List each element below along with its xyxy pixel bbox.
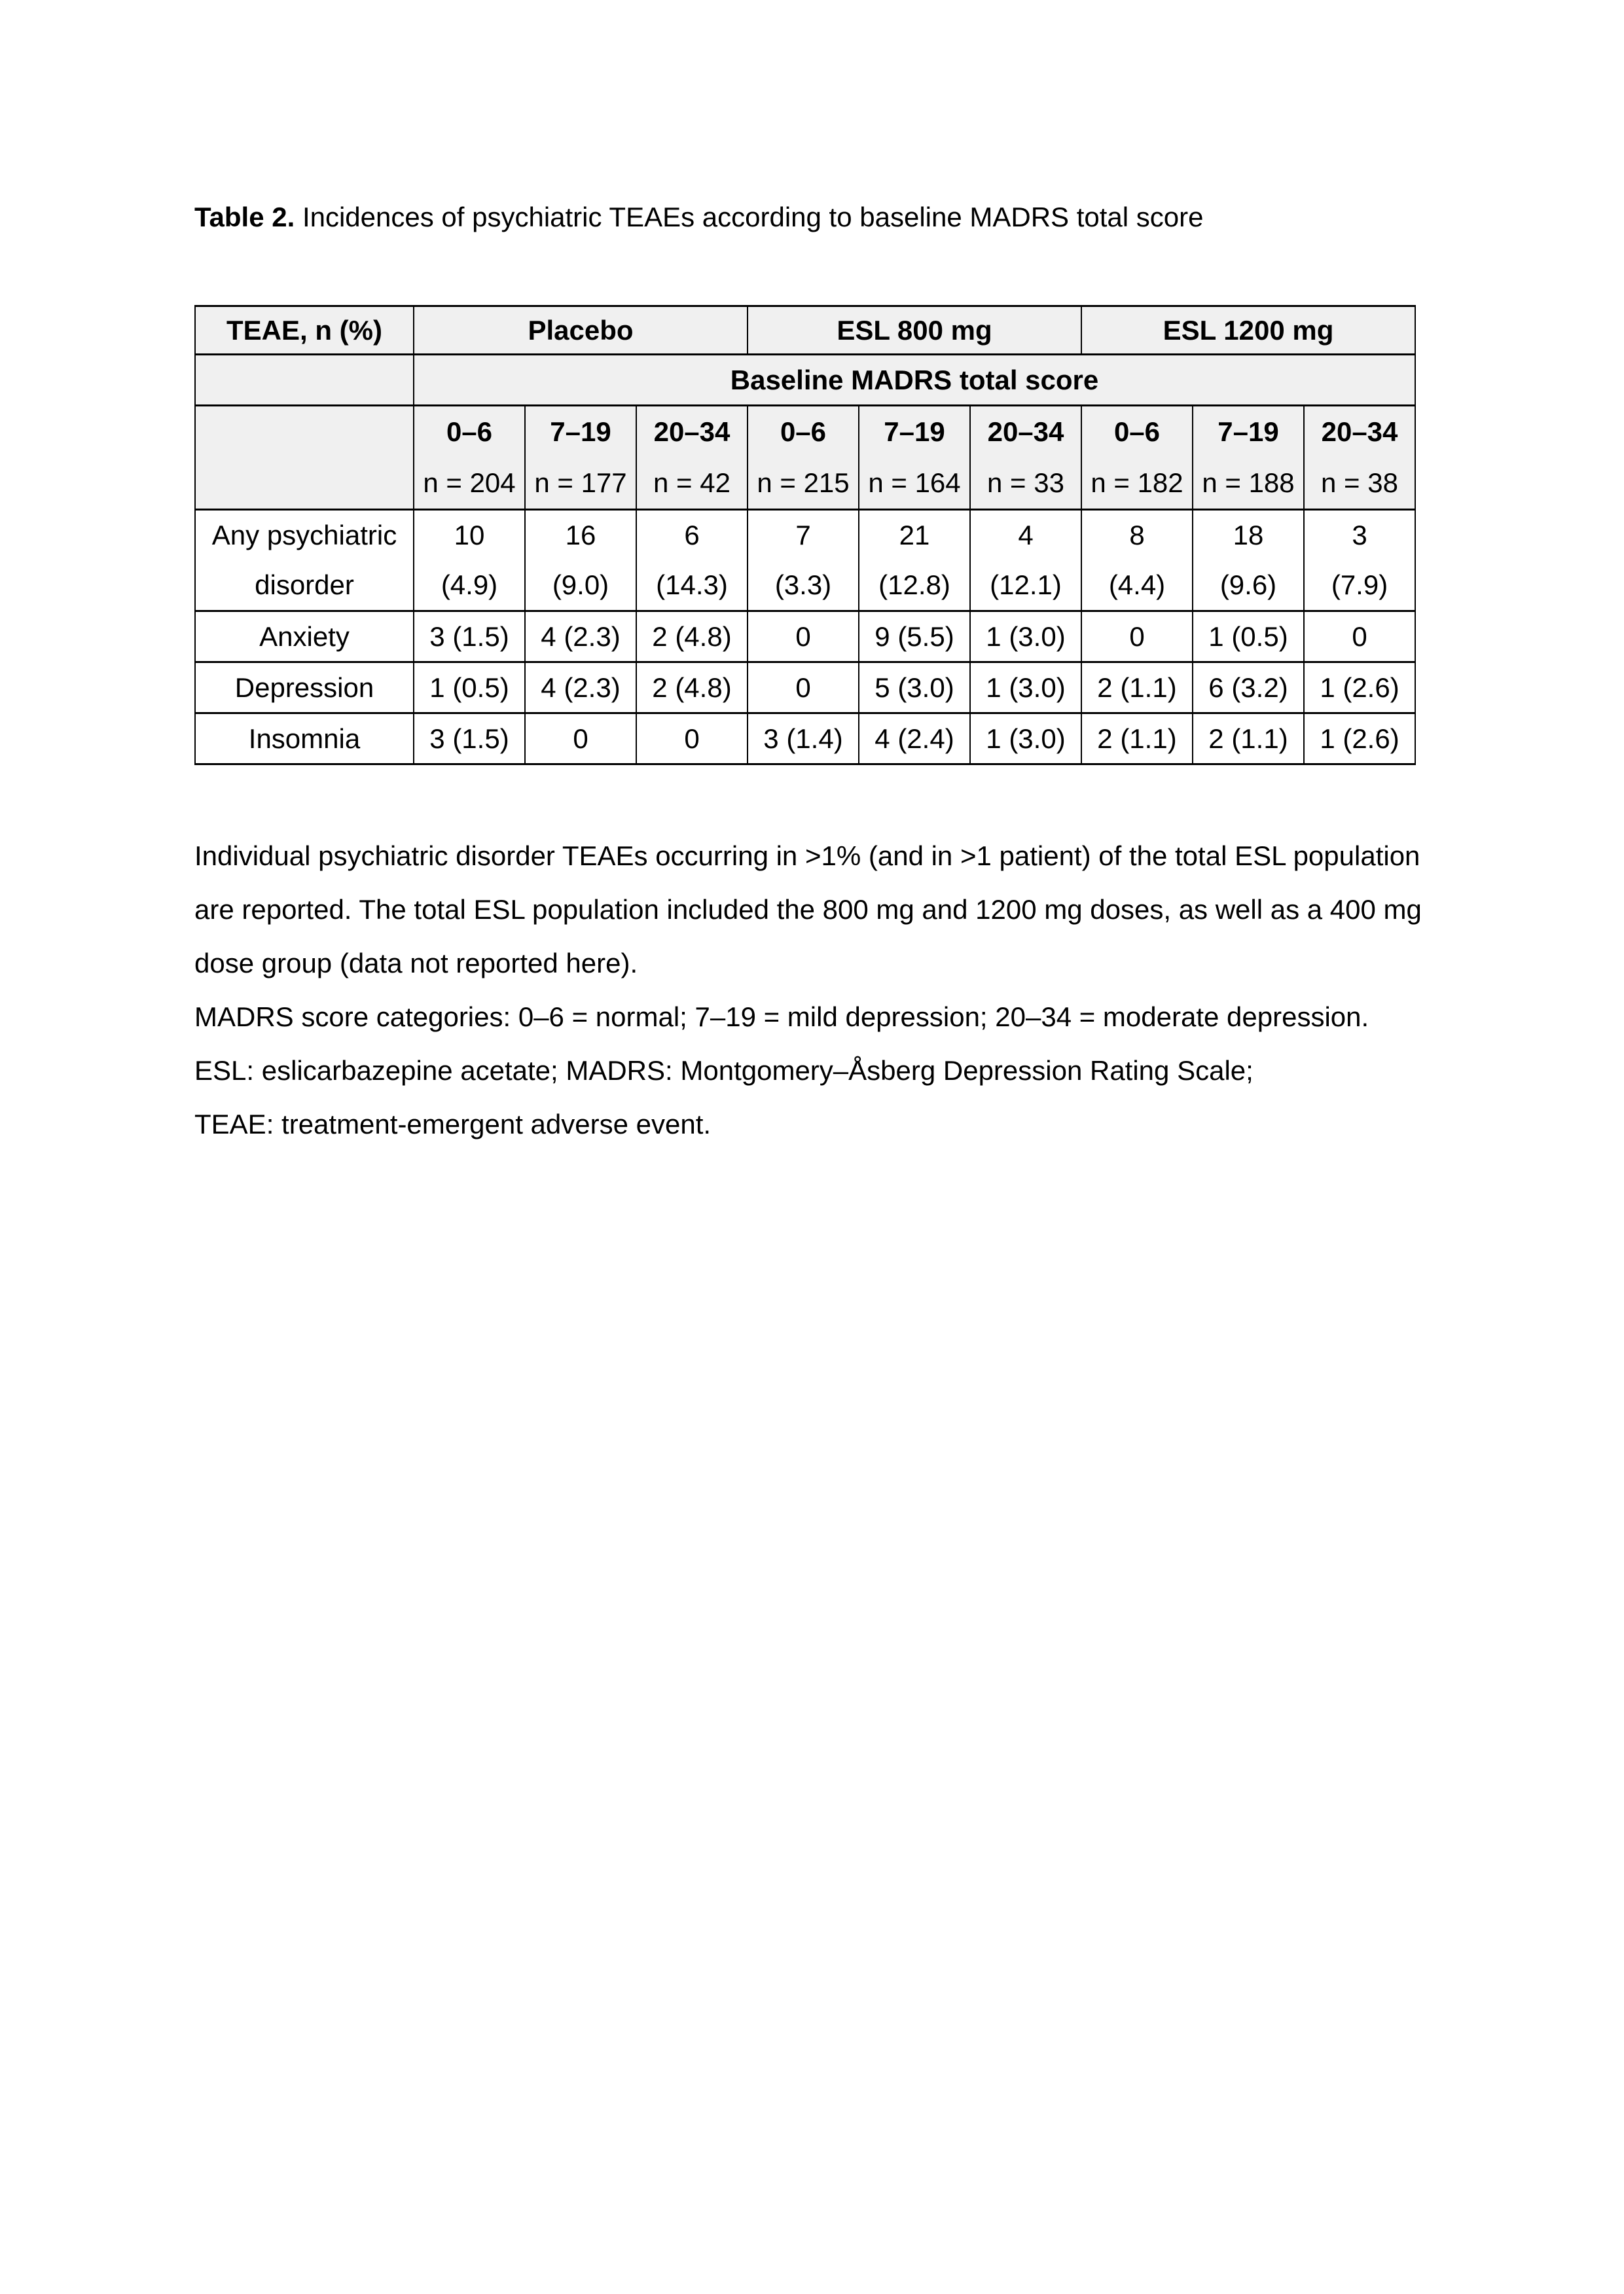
header-row-scores: [195, 406, 1415, 510]
score-column-header: [1081, 406, 1193, 510]
value-line: 16: [565, 520, 596, 550]
score-range-label: 0–6: [1113, 416, 1161, 447]
score-n-label: n = 204: [423, 467, 516, 498]
group-header-esl-1200: ESL 1200 mg: [1081, 306, 1415, 355]
header-row-groups: [195, 306, 1415, 355]
value-cell: 0: [525, 713, 636, 764]
value-cell: 1 (0.5): [1193, 611, 1304, 662]
value-cell: 3 (1.5): [414, 611, 525, 662]
score-column-header: [636, 406, 748, 510]
row-label-line: Any psychiatric: [211, 520, 397, 550]
score-range-label: 20–34: [987, 416, 1064, 447]
value-line: (9.0): [552, 569, 609, 600]
value-cell: 3 (1.4): [748, 713, 859, 764]
score-n-label: n = 182: [1091, 467, 1183, 498]
value-cell: 2 (4.8): [636, 662, 748, 713]
group-header-placebo: Placebo: [414, 306, 748, 355]
footnote-line: TEAE: treatment-emergent adverse event.: [194, 1109, 712, 1139]
value-cell: 2 (1.1): [1081, 713, 1193, 764]
value-cell: [748, 510, 859, 611]
score-column-header: [859, 406, 970, 510]
value-line: 6: [684, 520, 700, 550]
row-label: [195, 510, 414, 611]
value-cell: [1193, 510, 1304, 611]
teae-incidence-table: [194, 305, 1416, 765]
score-column-header: [1304, 406, 1415, 510]
score-range-label: 20–34: [1321, 416, 1398, 447]
row-label: Insomnia: [195, 713, 414, 764]
table-row: [195, 510, 1415, 611]
value-cell: 9 (5.5): [859, 611, 970, 662]
value-cell: 4 (2.3): [525, 662, 636, 713]
value-line: 7: [795, 520, 811, 550]
score-n-label: n = 188: [1202, 467, 1295, 498]
value-cell: 1 (3.0): [970, 713, 1081, 764]
value-cell: 2 (1.1): [1081, 662, 1193, 713]
value-line: (14.3): [656, 569, 728, 600]
value-cell: [970, 510, 1081, 611]
score-range-label: 0–6: [446, 416, 493, 447]
table-row: [195, 611, 1415, 662]
footnotes: [194, 829, 1422, 1151]
score-range-label: 7–19: [1218, 416, 1279, 447]
value-cell: 2 (1.1): [1193, 713, 1304, 764]
table-title-text: Incidences of psychiatric TEAEs according to baseline MADRS total score: [295, 202, 1204, 232]
value-line: 3: [1352, 520, 1367, 550]
value-cell: [859, 510, 970, 611]
score-range-label: 7–19: [550, 416, 611, 447]
table-row: [195, 662, 1415, 713]
table-number-label: Table 2.: [194, 202, 295, 232]
value-line: 8: [1129, 520, 1145, 550]
footnote-line: Individual psychiatric disorder TEAEs occurring in >1% (and in >1 patient) of the total ESL population: [194, 840, 1420, 871]
value-line: (4.9): [441, 569, 498, 600]
value-cell: 4 (2.4): [859, 713, 970, 764]
value-cell: 1 (3.0): [970, 611, 1081, 662]
score-column-header: [414, 406, 525, 510]
score-n-label: n = 33: [987, 467, 1064, 498]
score-range-label: 20–34: [653, 416, 731, 447]
value-line: (7.9): [1331, 569, 1388, 600]
value-cell: 5 (3.0): [859, 662, 970, 713]
row-label: Anxiety: [195, 611, 414, 662]
row-label-line: disorder: [255, 569, 354, 600]
content-area: [194, 202, 1422, 1151]
value-cell: 0: [636, 713, 748, 764]
footnote-line: ESL: eslicarbazepine acetate; MADRS: Montgomery–Åsberg Depression Rating Scale;: [194, 1055, 1254, 1086]
table-body: [195, 306, 1415, 764]
value-line: (9.6): [1219, 569, 1277, 600]
value-line: 18: [1233, 520, 1264, 550]
value-cell: 0: [1081, 611, 1193, 662]
value-line: (12.1): [990, 569, 1062, 600]
value-cell: [1081, 510, 1193, 611]
score-range-label: 0–6: [780, 416, 827, 447]
value-cell: 0: [748, 611, 859, 662]
value-cell: 1 (2.6): [1304, 713, 1415, 764]
score-range-label: 7–19: [884, 416, 945, 447]
value-cell: [636, 510, 748, 611]
footnote-line: MADRS score categories: 0–6 = normal; 7–19 = mild depression; 20–34 = moderate depression.: [194, 1001, 1369, 1032]
footnote-line: dose group (data not reported here).: [194, 948, 638, 978]
group-header-esl-800: ESL 800 mg: [748, 306, 1081, 355]
value-cell: 1 (3.0): [970, 662, 1081, 713]
score-n-label: n = 42: [653, 467, 731, 498]
value-line: (3.3): [774, 569, 832, 600]
value-line: (12.8): [878, 569, 950, 600]
value-cell: 2 (4.8): [636, 611, 748, 662]
empty-header-cell: [195, 406, 414, 510]
value-cell: 4 (2.3): [525, 611, 636, 662]
header-row-subtitle: [195, 355, 1415, 406]
score-n-label: n = 215: [757, 467, 850, 498]
value-cell: [1304, 510, 1415, 611]
value-cell: [414, 510, 525, 611]
value-cell: 3 (1.5): [414, 713, 525, 764]
corner-header: TEAE, n (%): [195, 306, 414, 355]
table-row: [195, 713, 1415, 764]
value-cell: 1 (0.5): [414, 662, 525, 713]
score-n-label: n = 38: [1321, 467, 1398, 498]
value-cell: 0: [1304, 611, 1415, 662]
value-cell: 1 (2.6): [1304, 662, 1415, 713]
footnote-line: are reported. The total ESL population included the 800 mg and 1200 mg doses, as well as a 400 mg: [194, 894, 1422, 925]
score-n-label: n = 177: [534, 467, 627, 498]
score-column-header: [970, 406, 1081, 510]
value-line: 4: [1018, 520, 1034, 550]
score-n-label: n = 164: [868, 467, 961, 498]
empty-header-cell: [195, 355, 414, 406]
value-cell: 0: [748, 662, 859, 713]
value-cell: 6 (3.2): [1193, 662, 1304, 713]
score-column-header: [525, 406, 636, 510]
value-line: (4.4): [1108, 569, 1166, 600]
score-column-header: [1193, 406, 1304, 510]
value-cell: [525, 510, 636, 611]
value-line: 10: [454, 520, 485, 550]
madrs-subtitle: Baseline MADRS total score: [414, 355, 1415, 406]
score-column-header: [748, 406, 859, 510]
page-title: [194, 202, 1416, 233]
value-line: 21: [899, 520, 930, 550]
row-label: Depression: [195, 662, 414, 713]
